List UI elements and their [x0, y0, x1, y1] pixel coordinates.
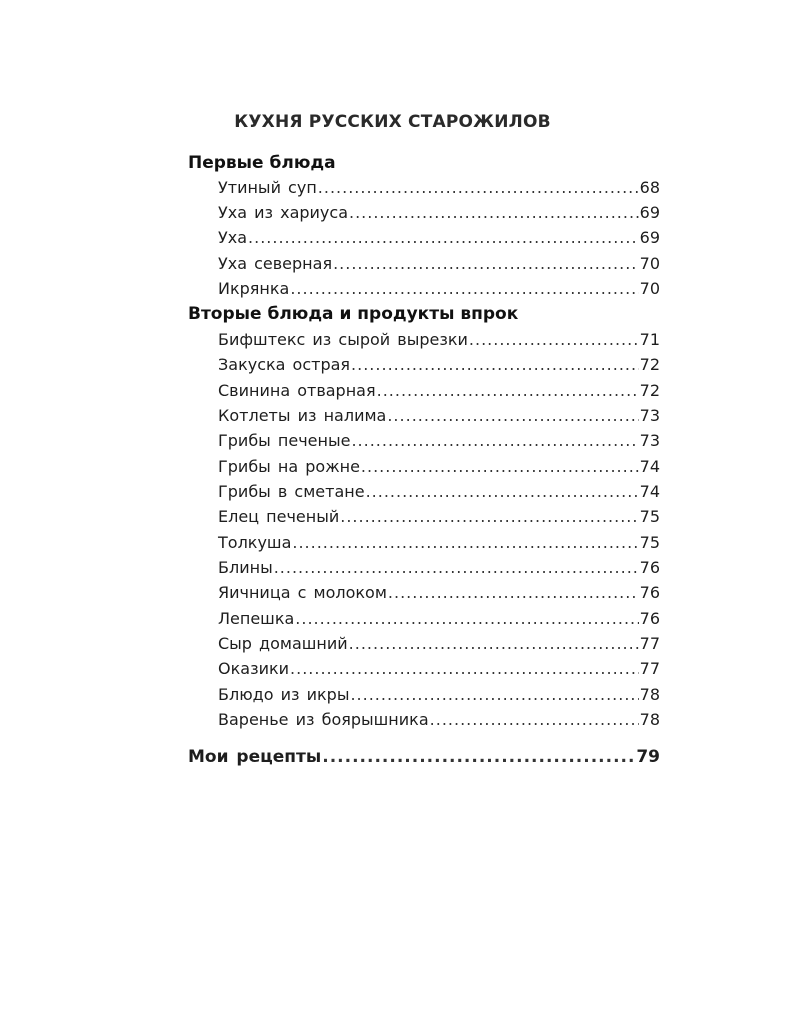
toc-entry-page: 74 — [639, 482, 660, 501]
toc-entry-label: Сыр домашний — [218, 634, 348, 653]
toc-entry-my-recipes[interactable] — [188, 747, 660, 767]
toc-entry-page: 70 — [639, 279, 660, 298]
toc-entry-label: Грибы в сметане — [218, 482, 365, 501]
toc-entry[interactable] — [218, 254, 660, 274]
toc-entry-label: Котлеты из налима — [218, 406, 387, 425]
dot-leader — [333, 254, 639, 274]
dot-leader — [349, 634, 639, 654]
toc-entry-label: Мои рецепты — [188, 747, 322, 767]
toc-entry-label: Блины — [218, 558, 273, 577]
dot-leader — [290, 659, 639, 679]
toc-entry-page: 68 — [639, 178, 660, 197]
toc-entry-label: Уха из хариуса — [218, 203, 348, 222]
toc-entry-page: 77 — [639, 634, 660, 653]
dot-leader — [430, 710, 639, 730]
toc-entry[interactable] — [218, 659, 660, 679]
toc-entry-page: 79 — [636, 747, 660, 767]
toc-entry-page: 71 — [639, 330, 660, 349]
toc-entry-label: Елец печеный — [218, 507, 340, 526]
toc-entry[interactable] — [218, 609, 660, 629]
toc-entry-label: Яичница с молоком — [218, 583, 387, 602]
dot-leader — [295, 609, 638, 629]
toc-entry[interactable] — [218, 203, 660, 223]
dot-leader — [349, 203, 639, 223]
toc-entry-label: Закуска острая — [218, 355, 351, 374]
toc-entry-label: Свинина отварная — [218, 381, 376, 400]
toc-entry-page: 75 — [639, 533, 660, 552]
toc-entry-label: Икрянка — [218, 279, 290, 298]
toc-entry[interactable] — [218, 507, 660, 527]
dot-leader — [248, 228, 639, 248]
toc-entry-label: Лепешка — [218, 609, 295, 628]
toc-entry-label: Уха северная — [218, 254, 333, 273]
dot-leader — [377, 381, 639, 401]
toc-entry-label: Оказики — [218, 659, 290, 678]
toc-entry-label: Бифштекс из сырой вырезки — [218, 330, 468, 349]
toc-entry-page: 76 — [639, 583, 660, 602]
toc-entry[interactable] — [218, 406, 660, 426]
toc-entry[interactable] — [218, 457, 660, 477]
toc-entry[interactable] — [218, 381, 660, 401]
toc-entry-label: Утиный суп — [218, 178, 317, 197]
toc-entry-label: Толкуша — [218, 533, 292, 552]
toc-entry[interactable] — [218, 533, 660, 553]
toc-entry[interactable] — [218, 228, 660, 248]
toc-entry-page: 73 — [639, 431, 660, 450]
section-heading-second-courses: Вторые блюда и продукты впрок — [188, 304, 519, 324]
dot-leader — [469, 330, 639, 350]
page-title: КУХНЯ РУССКИХ СТАРОЖИЛОВ — [234, 112, 551, 132]
toc-entry[interactable] — [218, 558, 660, 578]
toc-entry[interactable] — [218, 685, 660, 705]
toc-entry-page: 75 — [639, 507, 660, 526]
toc-entry-page: 74 — [639, 457, 660, 476]
dot-leader — [351, 355, 639, 375]
dot-leader — [351, 431, 638, 451]
toc-entry[interactable] — [218, 482, 660, 502]
toc-entry[interactable] — [218, 178, 660, 198]
toc-entry-page: 72 — [639, 381, 660, 400]
dot-leader — [340, 507, 638, 527]
toc-entry[interactable] — [218, 279, 660, 299]
toc-entry-page: 78 — [639, 685, 660, 704]
toc-entry-label: Варенье из боярышника — [218, 710, 429, 729]
toc-entry-page: 78 — [639, 710, 660, 729]
toc-entry-page: 69 — [639, 228, 660, 247]
toc-entry-page: 70 — [639, 254, 660, 273]
dot-leader — [366, 482, 639, 502]
toc-entry-label: Грибы печеные — [218, 431, 351, 450]
toc-entry[interactable] — [218, 583, 660, 603]
toc-entry-page: 77 — [639, 659, 660, 678]
toc-entry[interactable] — [218, 330, 660, 350]
toc-entry-label: Блюдо из икры — [218, 685, 350, 704]
dot-leader — [318, 178, 639, 198]
dot-leader — [292, 533, 638, 553]
dot-leader — [274, 558, 639, 578]
toc-entry-page: 73 — [639, 406, 660, 425]
toc-entry-page: 76 — [639, 558, 660, 577]
dot-leader — [290, 279, 638, 299]
dot-leader — [350, 685, 638, 705]
toc-entry[interactable] — [218, 431, 660, 451]
toc-entry-page: 76 — [639, 609, 660, 628]
dot-leader — [322, 747, 635, 767]
toc-entry[interactable] — [218, 355, 660, 375]
dot-leader — [361, 457, 639, 477]
section-heading-first-courses: Первые блюда — [188, 153, 336, 173]
toc-entry-label: Грибы на рожне — [218, 457, 360, 476]
toc-entry-page: 72 — [639, 355, 660, 374]
toc-entry[interactable] — [218, 634, 660, 654]
toc-entry-page: 69 — [639, 203, 660, 222]
toc-entry-label: Уха — [218, 228, 248, 247]
dot-leader — [387, 406, 638, 426]
toc-entry[interactable] — [218, 710, 660, 730]
dot-leader — [388, 583, 639, 603]
